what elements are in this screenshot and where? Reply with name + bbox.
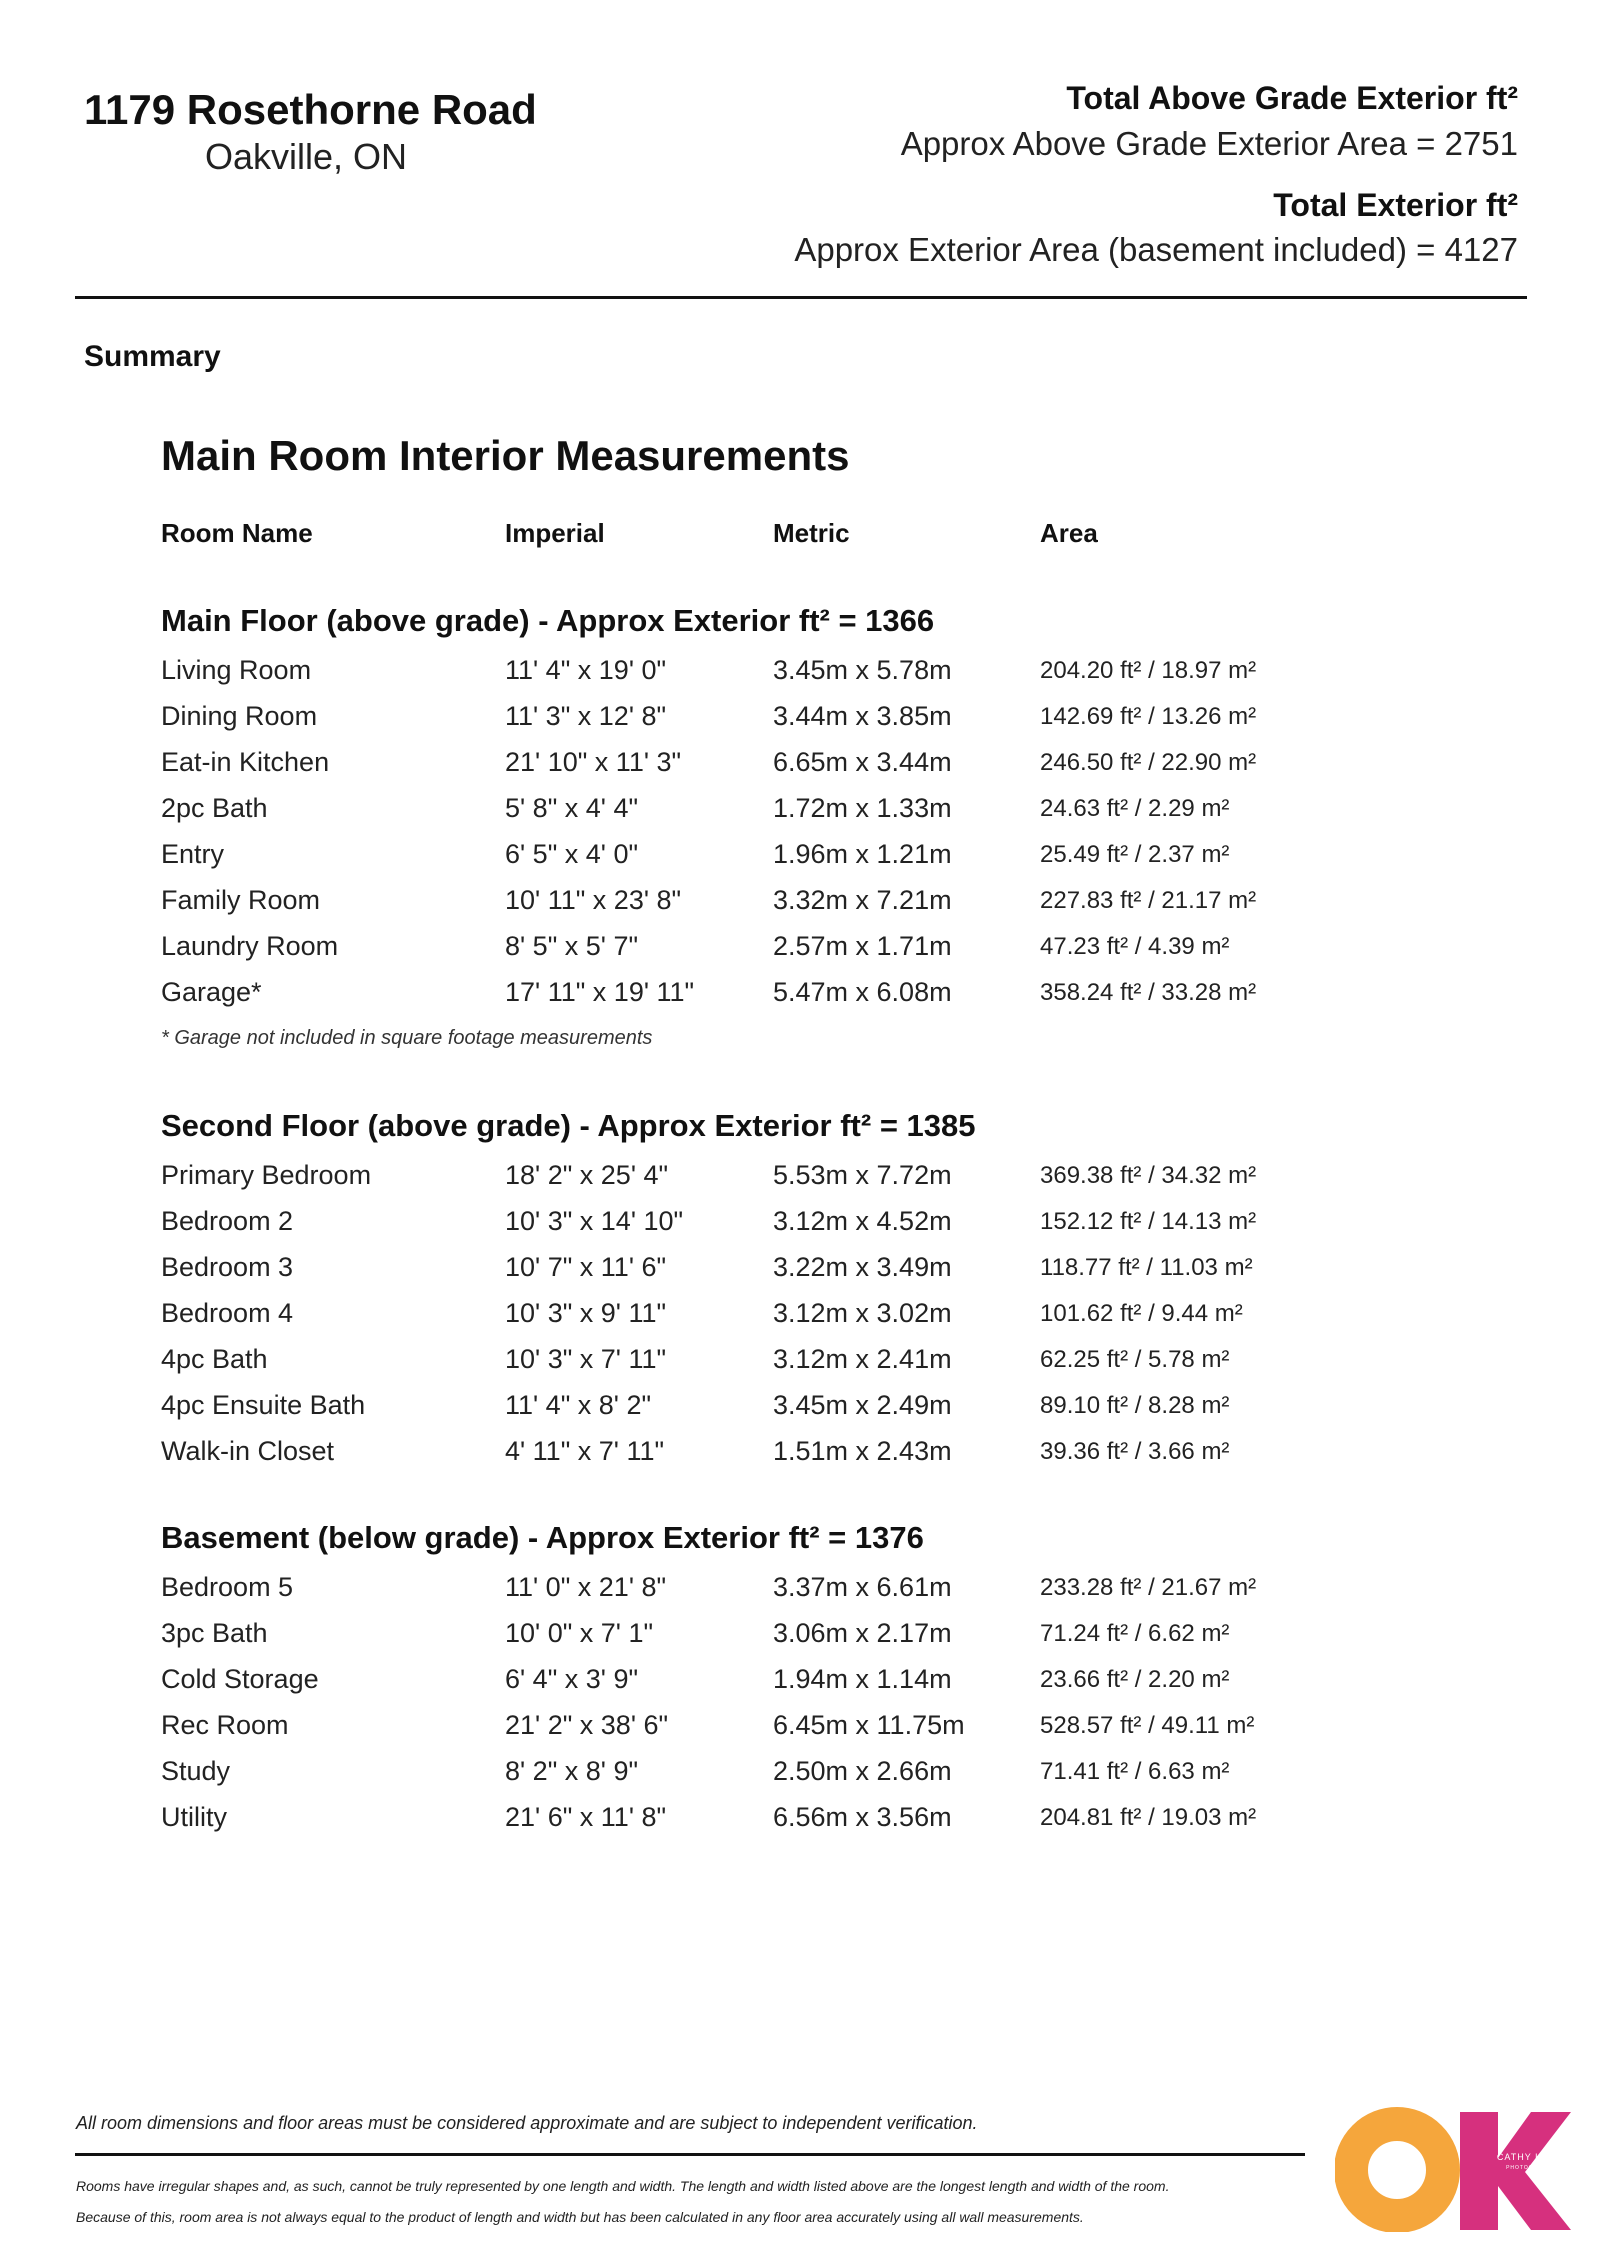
room-row: [0, 1618, 1600, 1658]
room-metric: 1.51m x 2.43m: [773, 1436, 952, 1466]
garage-note: * Garage not included in square footage measurements: [161, 1027, 653, 1049]
room-name: 3pc Bath: [161, 1618, 268, 1648]
logo-text: CATHY KOOP: [1496, 2152, 1566, 2162]
address-city: Oakville, ON: [204, 136, 408, 177]
room-name: Utility: [161, 1802, 227, 1832]
room-metric: 3.32m x 7.21m: [773, 885, 952, 915]
room-row: [0, 885, 1600, 925]
room-name: Garage*: [161, 977, 262, 1007]
summary-label: Summary: [84, 340, 221, 373]
room-metric: 5.47m x 6.08m: [773, 977, 952, 1007]
room-area: 358.24 ft² / 33.28 m²: [1040, 979, 1257, 1006]
room-area: 23.66 ft² / 2.20 m²: [1040, 1666, 1230, 1693]
address-street: 1179 Rosethorne Road: [84, 86, 537, 133]
room-metric: 3.06m x 2.17m: [773, 1618, 952, 1648]
room-area: 528.57 ft² / 49.11 m²: [1040, 1712, 1255, 1739]
room-area: 39.36 ft² / 3.66 m²: [1040, 1438, 1230, 1465]
room-name: Dining Room: [161, 701, 318, 731]
room-imperial: 11' 0" x 21' 8": [505, 1572, 667, 1602]
room-row: [0, 1572, 1600, 1612]
room-row: [0, 1436, 1600, 1476]
room-row: [0, 1664, 1600, 1704]
room-name: Entry: [161, 839, 225, 869]
total-exterior-label: Total Exterior ft²: [1273, 187, 1518, 223]
footer-divider: [75, 2153, 1305, 2156]
column-header-area: Area: [1040, 518, 1098, 548]
room-area: 118.77 ft² / 11.03 m²: [1040, 1254, 1253, 1281]
room-row: [0, 1802, 1600, 1842]
room-row: [0, 1390, 1600, 1430]
room-area: 71.41 ft² / 6.63 m²: [1040, 1758, 1230, 1785]
room-row: [0, 1710, 1600, 1750]
room-metric: 3.12m x 2.41m: [773, 1344, 952, 1374]
room-imperial: 4' 11" x 7' 11": [505, 1436, 665, 1466]
room-name: Bedroom 3: [161, 1252, 294, 1282]
room-metric: 1.72m x 1.33m: [773, 793, 952, 823]
column-header-metric: Metric: [773, 518, 850, 548]
room-name: 4pc Bath: [161, 1344, 268, 1374]
room-imperial: 21' 10" x 11' 3": [505, 747, 682, 777]
room-imperial: 8' 2" x 8' 9": [505, 1756, 639, 1786]
column-header-room-name: Room Name: [161, 518, 313, 548]
room-area: 25.49 ft² / 2.37 m²: [1040, 841, 1230, 868]
room-name: Laundry Room: [161, 931, 339, 961]
logo-subtext: PHOTOGRAPHY: [1506, 2165, 1556, 2171]
column-header-imperial: Imperial: [505, 518, 605, 548]
room-area: 101.62 ft² / 9.44 m²: [1040, 1300, 1243, 1327]
room-metric: 3.45m x 5.78m: [773, 655, 952, 685]
room-metric: 5.53m x 7.72m: [773, 1160, 952, 1190]
room-row: [0, 1252, 1600, 1292]
room-imperial: 21' 2" x 38' 6": [505, 1710, 669, 1740]
room-name: Rec Room: [161, 1710, 289, 1740]
room-imperial: 10' 7" x 11' 6": [505, 1252, 667, 1282]
room-imperial: 21' 6" x 11' 8": [505, 1802, 667, 1832]
room-row: [0, 839, 1600, 879]
brand-logo: [1335, 2100, 1575, 2232]
room-metric: 6.56m x 3.56m: [773, 1802, 952, 1832]
room-area: 227.83 ft² / 21.17 m²: [1040, 887, 1257, 914]
room-name: Study: [161, 1756, 231, 1786]
room-metric: 1.94m x 1.14m: [773, 1664, 952, 1694]
room-imperial: 10' 3" x 7' 11": [505, 1344, 667, 1374]
room-area: 47.23 ft² / 4.39 m²: [1040, 933, 1230, 960]
room-row: [0, 1298, 1600, 1338]
room-imperial: 10' 0" x 7' 1": [505, 1618, 654, 1648]
above-grade-value: Approx Above Grade Exterior Area = 2751: [900, 125, 1518, 162]
room-metric: 3.22m x 3.49m: [773, 1252, 952, 1282]
room-row: [0, 1206, 1600, 1246]
room-imperial: 11' 3" x 12' 8": [505, 701, 667, 731]
logo-o-shape: [1351, 2124, 1443, 2216]
room-metric: 2.50m x 2.66m: [773, 1756, 952, 1786]
room-area: 204.81 ft² / 19.03 m²: [1040, 1804, 1257, 1831]
room-name: Bedroom 4: [161, 1298, 294, 1328]
room-row: [0, 655, 1600, 695]
room-area: 233.28 ft² / 21.67 m²: [1040, 1574, 1257, 1601]
footer-note-line-1: Rooms have irregular shapes and, as such, cannot be truly represented by one length and width. The length and width listed above are the longest length and width of the room.: [76, 2178, 1170, 2194]
room-imperial: 5' 8" x 4' 4": [505, 793, 639, 823]
room-row: [0, 931, 1600, 971]
room-name: Eat-in Kitchen: [161, 747, 330, 777]
room-name: Bedroom 5: [161, 1572, 294, 1602]
room-area: 246.50 ft² / 22.90 m²: [1040, 749, 1257, 776]
room-name: Walk-in Closet: [161, 1436, 335, 1466]
room-row: [0, 977, 1600, 1017]
total-exterior-value: Approx Exterior Area (basement included) = 4127: [794, 231, 1518, 268]
room-area: 142.69 ft² / 13.26 m²: [1040, 703, 1257, 730]
room-metric: 6.65m x 3.44m: [773, 747, 952, 777]
page-title: Main Room Interior Measurements: [161, 432, 850, 479]
footer-note-line-2: Because of this, room area is not always equal to the product of length and width but has been calculated in any floor area accurately using all wall measurements.: [76, 2209, 1084, 2225]
section-title-basement: Basement (below grade) - Approx Exterior ft² = 1376: [161, 1520, 924, 1555]
room-metric: 3.12m x 3.02m: [773, 1298, 952, 1328]
room-row: [0, 793, 1600, 833]
room-metric: 3.37m x 6.61m: [773, 1572, 952, 1602]
header-divider: [75, 296, 1527, 299]
room-name: Bedroom 2: [161, 1206, 294, 1236]
room-imperial: 17' 11" x 19' 11": [505, 977, 695, 1007]
room-metric: 3.44m x 3.85m: [773, 701, 952, 731]
room-imperial: 11' 4" x 19' 0": [505, 655, 667, 685]
room-area: 89.10 ft² / 8.28 m²: [1040, 1392, 1230, 1419]
room-imperial: 10' 11" x 23' 8": [505, 885, 682, 915]
room-imperial: 6' 5" x 4' 0": [505, 839, 639, 869]
room-area: 204.20 ft² / 18.97 m²: [1040, 657, 1257, 684]
room-imperial: 18' 2" x 25' 4": [505, 1160, 669, 1190]
logo-k-shape: [1460, 2112, 1571, 2230]
room-imperial: 8' 5" x 5' 7": [505, 931, 639, 961]
room-name: 4pc Ensuite Bath: [161, 1390, 366, 1420]
room-metric: 1.96m x 1.21m: [773, 839, 952, 869]
room-name: Cold Storage: [161, 1664, 319, 1694]
room-imperial: 10' 3" x 9' 11": [505, 1298, 667, 1328]
section-title-second-floor: Second Floor (above grade) - Approx Exterior ft² = 1385: [161, 1108, 976, 1143]
room-name: 2pc Bath: [161, 793, 268, 823]
room-name: Living Room: [161, 655, 312, 685]
section-title-main-floor: Main Floor (above grade) - Approx Exterior ft² = 1366: [161, 603, 935, 638]
room-metric: 6.45m x 11.75m: [773, 1710, 965, 1740]
room-row: [0, 1344, 1600, 1384]
room-row: [0, 1756, 1600, 1796]
room-name: Primary Bedroom: [161, 1160, 372, 1190]
room-row: [0, 1160, 1600, 1200]
room-area: 71.24 ft² / 6.62 m²: [1040, 1620, 1230, 1647]
room-imperial: 11' 4" x 8' 2": [505, 1390, 652, 1420]
room-imperial: 10' 3" x 14' 10": [505, 1206, 684, 1236]
room-area: 369.38 ft² / 34.32 m²: [1040, 1162, 1257, 1189]
room-area: 152.12 ft² / 14.13 m²: [1040, 1208, 1257, 1235]
room-metric: 3.12m x 4.52m: [773, 1206, 952, 1236]
room-row: [0, 747, 1600, 787]
above-grade-label: Total Above Grade Exterior ft²: [1066, 80, 1518, 116]
footer-disclaimer: All room dimensions and floor areas must be considered approximate and are subject to independent verification.: [76, 2113, 978, 2133]
room-area: 24.63 ft² / 2.29 m²: [1040, 795, 1230, 822]
room-area: 62.25 ft² / 5.78 m²: [1040, 1346, 1230, 1373]
room-name: Family Room: [161, 885, 321, 915]
room-imperial: 6' 4" x 3' 9": [505, 1664, 639, 1694]
room-metric: 3.45m x 2.49m: [773, 1390, 952, 1420]
room-row: [0, 701, 1600, 741]
room-metric: 2.57m x 1.71m: [773, 931, 952, 961]
